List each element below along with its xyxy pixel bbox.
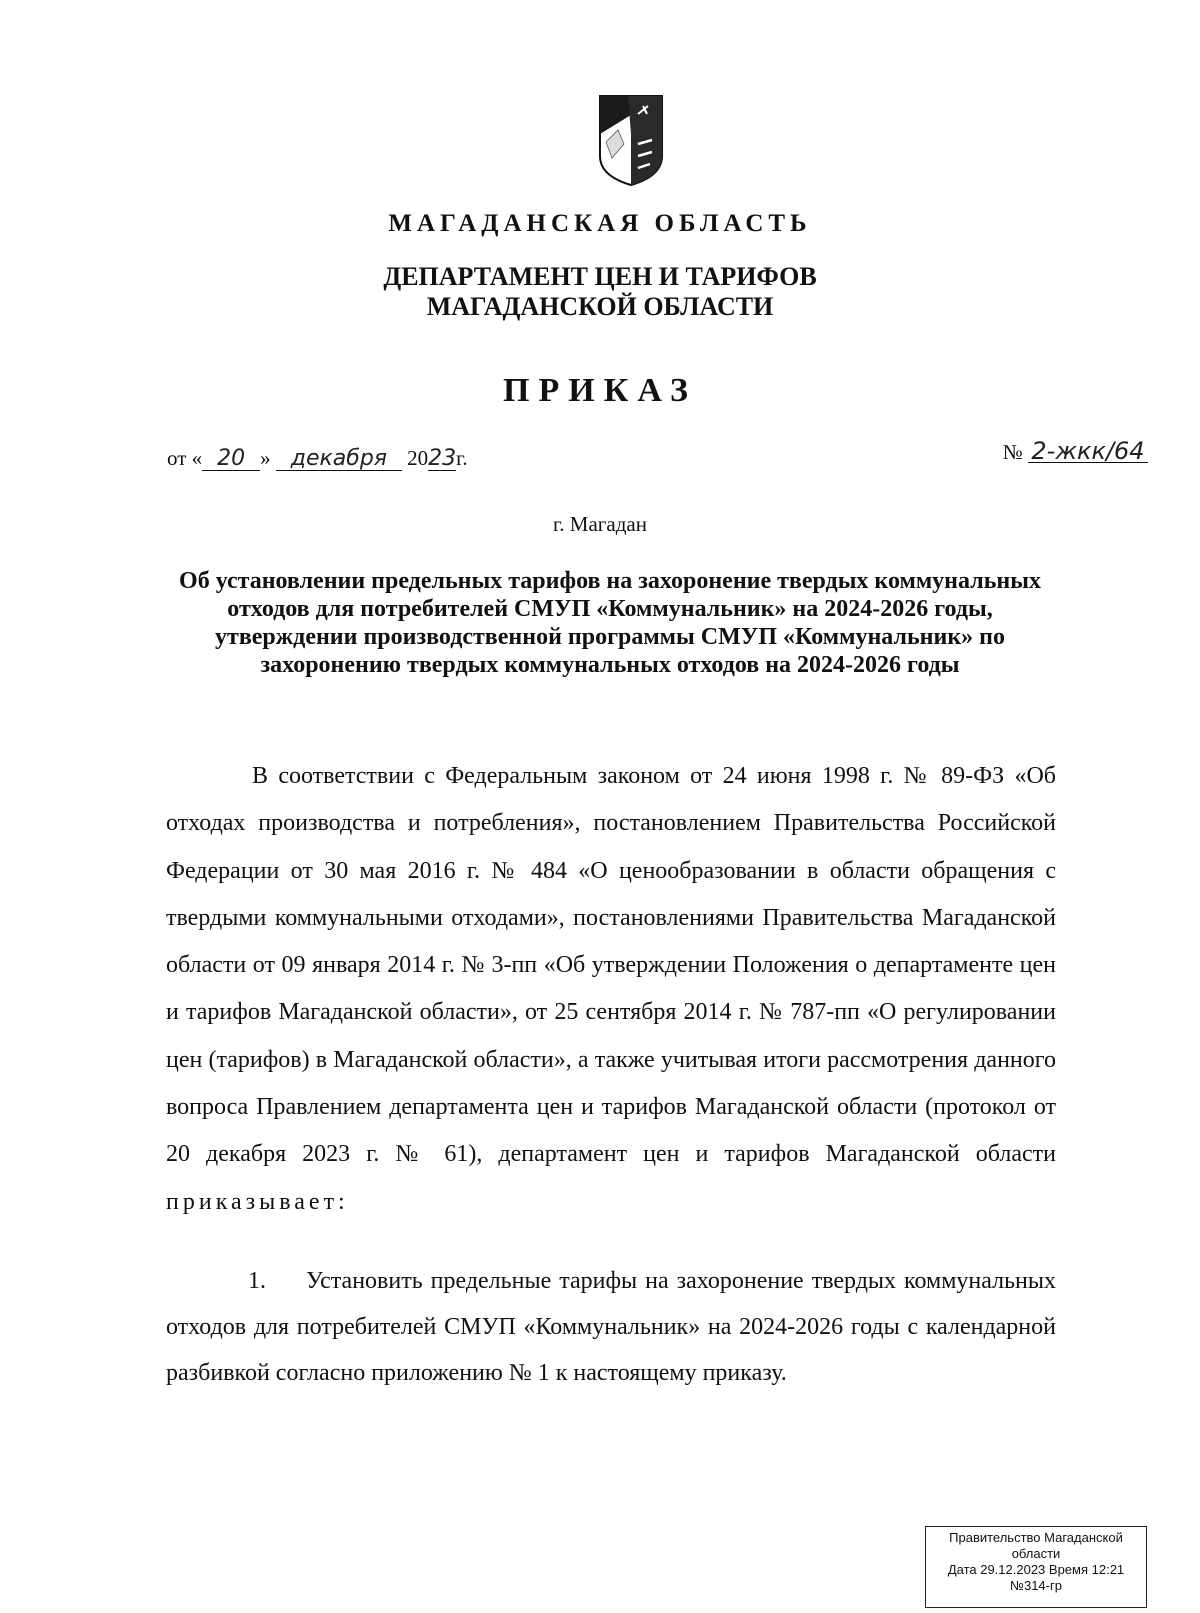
order-item-1 bbox=[166, 1258, 1056, 1396]
order-number bbox=[1002, 437, 1148, 465]
order-date bbox=[167, 446, 468, 471]
stamp-line-1: Правительство Магаданской bbox=[949, 1530, 1123, 1545]
order-subject: Об установлении предельных тарифов на захоронение твердых коммунальных отходов для потребителей СМУП «Коммунальник» на 2024-2026 годы, утверждении производственной программы СМУП «Коммунальник» по захоронению твердых коммунальных отходов на 2024-2026 годы bbox=[179, 568, 1041, 678]
coat-of-arms-icon bbox=[598, 94, 664, 187]
date-day-close: » bbox=[260, 446, 271, 470]
date-month-handwritten: декабря bbox=[276, 448, 402, 471]
date-year-handwritten: 23 bbox=[428, 446, 457, 471]
number-prefix: № bbox=[1002, 440, 1023, 464]
city-line: г. Магадан bbox=[553, 512, 647, 536]
item-text: Установить предельные тарифы на захоронение твердых коммунальных отходов для потребителей СМУП «Коммунальник» на 2024-2026 годы с календарной разбивкой согласно приложению № 1 к настоящему приказу. bbox=[166, 1268, 1056, 1386]
registration-stamp bbox=[925, 1526, 1147, 1608]
preamble-verb: приказывает: bbox=[166, 1188, 349, 1215]
date-prefix: от « bbox=[167, 446, 203, 470]
region-title: МАГАДАНСКАЯ ОБЛАСТЬ bbox=[388, 210, 812, 237]
date-year-end: г. bbox=[456, 446, 468, 470]
document-type-title: ПРИКАЗ bbox=[503, 372, 697, 409]
preamble-text: В соответствии с Федеральным законом от 24 июня 1998 г. № 89-ФЗ «Об отходах производства и потребления», постановлением Правительства Российской Федерации от 30 мая 2016 г. № 484 «О ценообразовании в области обращения с твердыми коммунальными отходами», постановлениями Правительства Магаданской области от 09 января 2014 г. № 3-пп «Об утверждении Положения о департаменте цен и тарифов Магаданской области», от 25 сентября 2014 г. № 787-пп «О регулировании цен (тарифов) в Магаданской области», а также учитывая итоги рассмотрения данного вопроса Правлением департамента цен и тарифов Магаданской области (протокол от 20 декабря 2023 г. № 61), департамент цен и тарифов Магаданской области bbox=[166, 763, 1056, 1168]
department-title-line1: ДЕПАРТАМЕНТ ЦЕН И ТАРИФОВ bbox=[383, 262, 817, 291]
item-number: 1. bbox=[248, 1268, 266, 1294]
department-title-line2: МАГАДАНСКОЙ ОБЛАСТИ bbox=[426, 292, 774, 321]
date-year-prefix: 20 bbox=[407, 446, 429, 470]
number-value-handwritten: 2-жкк/64 bbox=[1028, 440, 1148, 463]
preamble-paragraph bbox=[166, 753, 1056, 1226]
department-title bbox=[0, 262, 1200, 322]
date-day-handwritten: 20 bbox=[202, 448, 260, 471]
stamp-line-3: Дата 29.12.2023 Время 12:21 bbox=[947, 1562, 1125, 1577]
stamp-line-4: №314-гр bbox=[1010, 1578, 1062, 1593]
stamp-line-2: области bbox=[1011, 1546, 1061, 1561]
